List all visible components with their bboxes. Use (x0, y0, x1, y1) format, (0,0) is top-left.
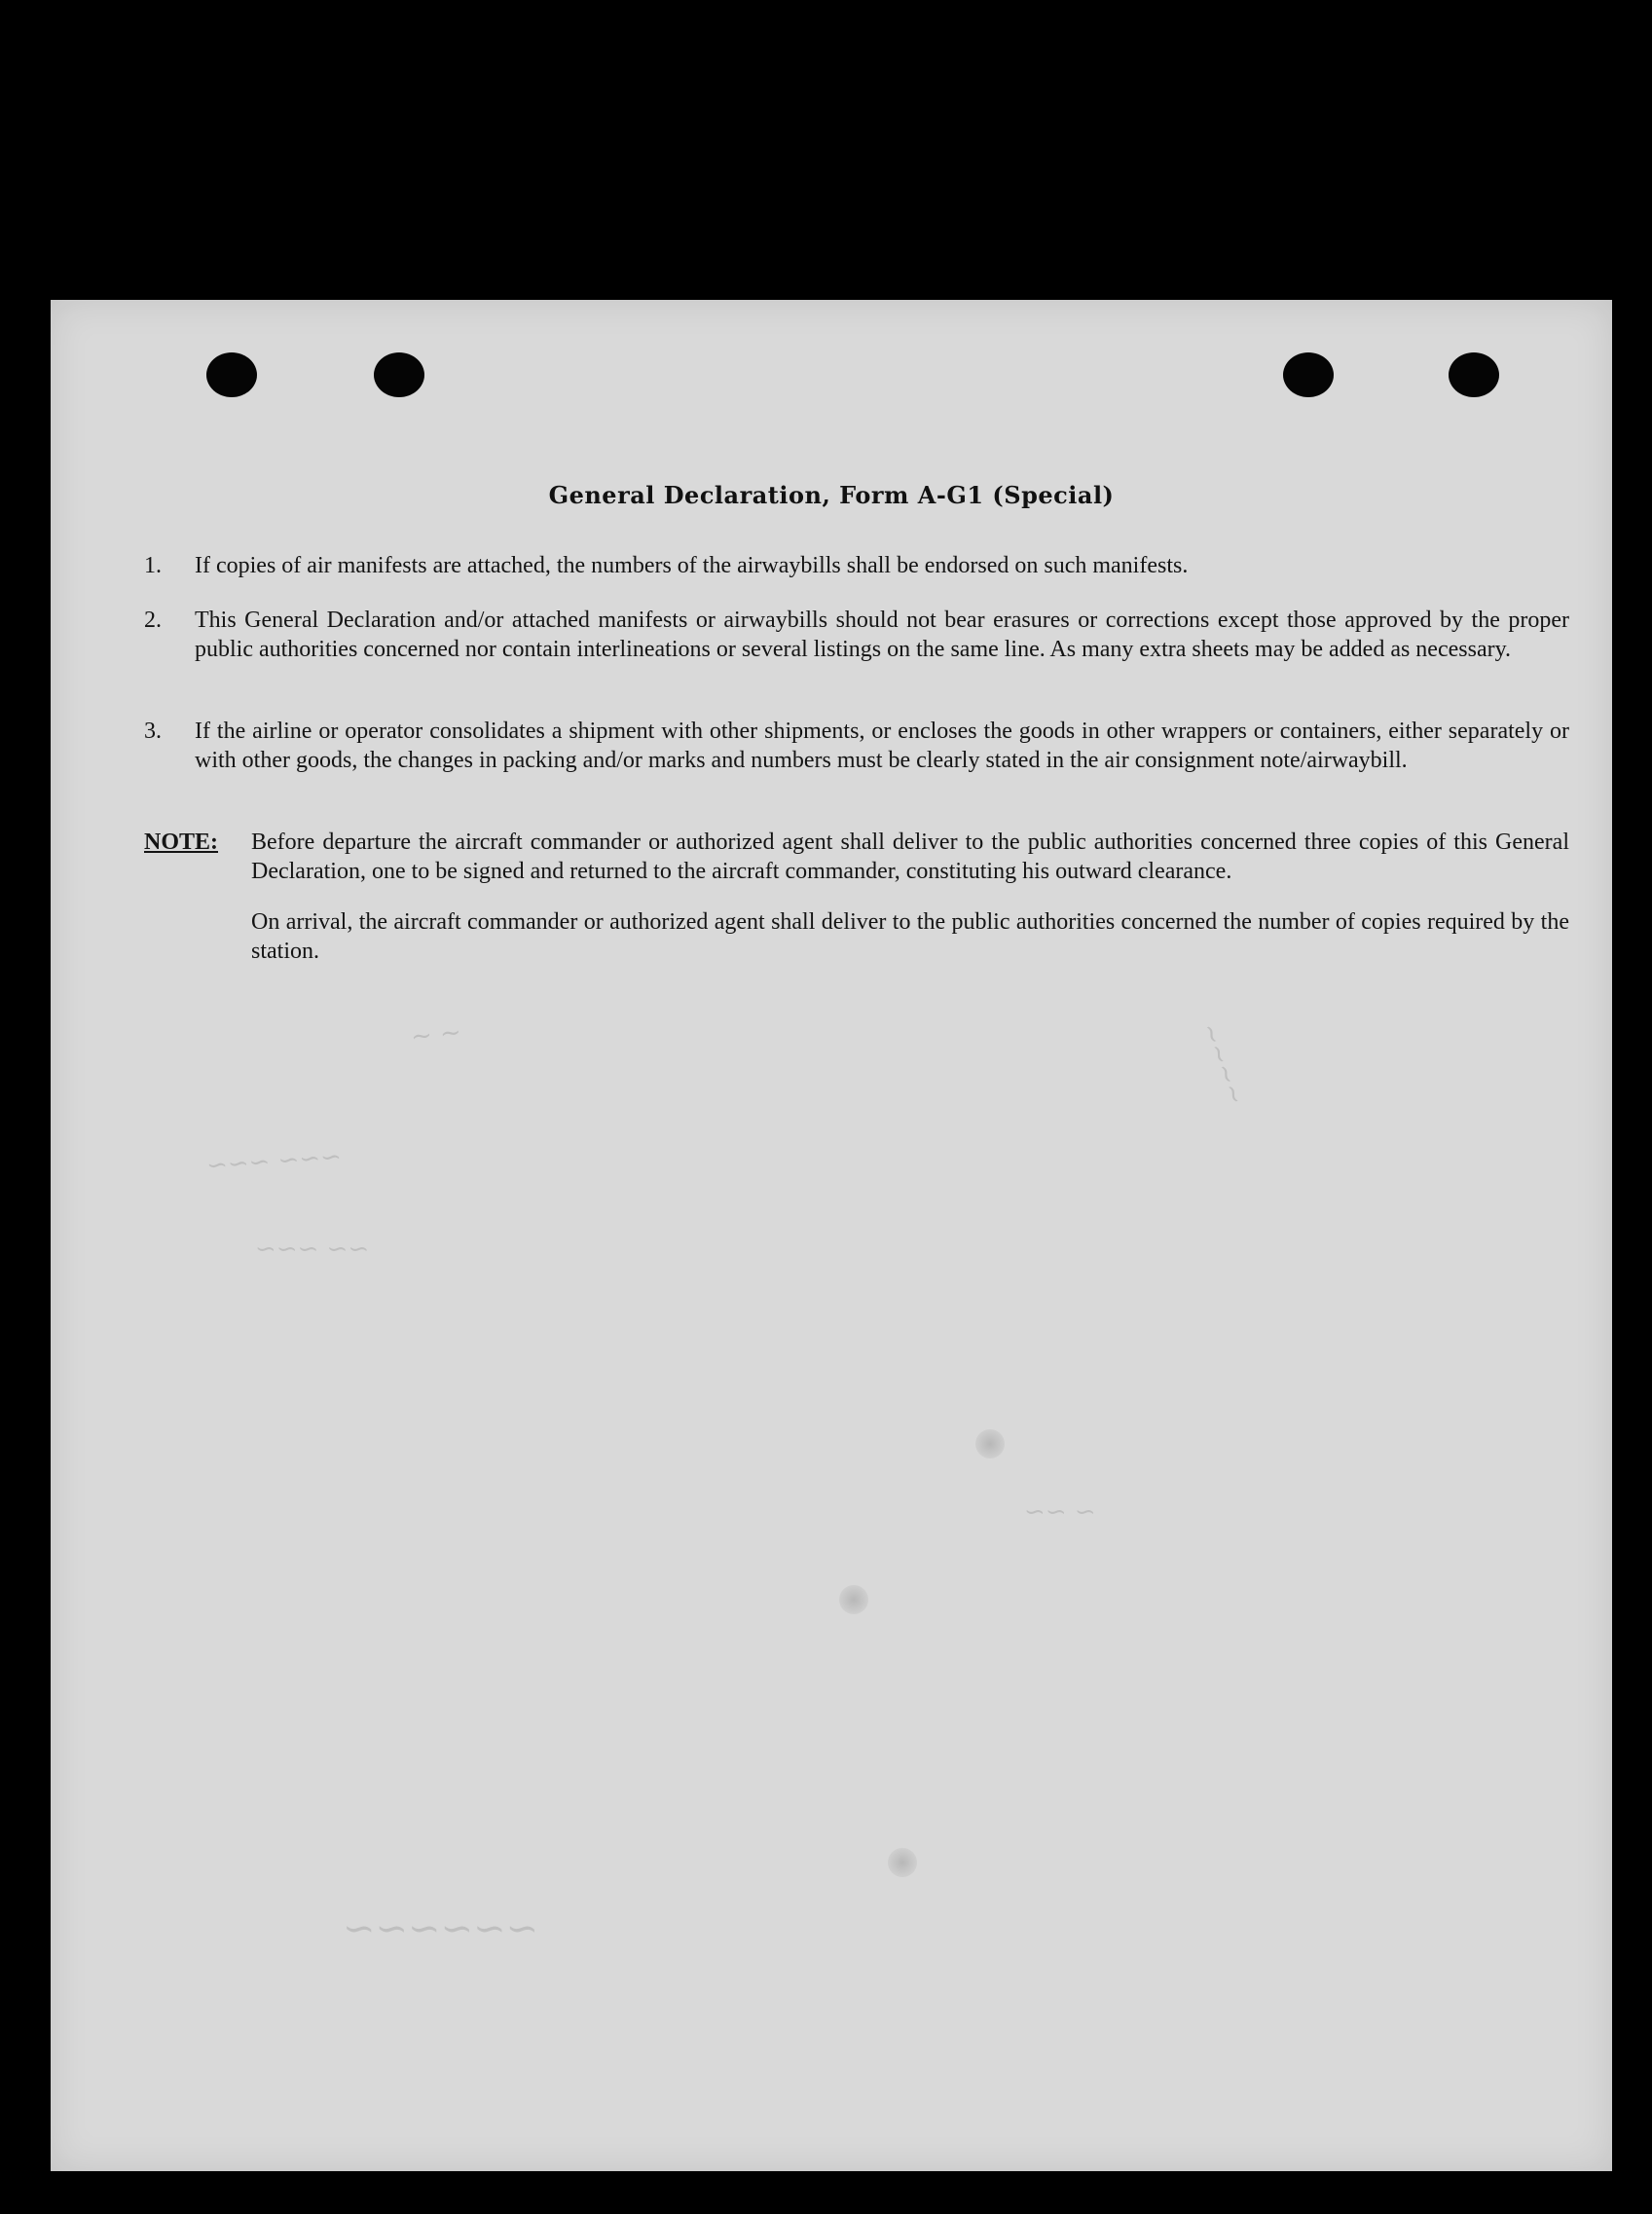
item-text: This General Declaration and/or attached manifests or airwaybills should not bear erasures or corrections except those approved by the proper public authorities concerned nor contain interlineations or several listings on the same line. As many extra sheets may be added as necessary. (195, 608, 1569, 662)
note-label: NOTE: (144, 830, 219, 855)
paper-stain (839, 1585, 868, 1614)
item-text: If copies of air manifests are attached, the numbers of the airwaybills shall be endorsed on such manifests. (195, 553, 1189, 578)
bleed-through-mark: ~ ~~ (1024, 1497, 1096, 1527)
punch-hole (1283, 352, 1334, 397)
bleed-through-signature: ~~~~~~ (343, 1906, 539, 1951)
form-title: General Declaration, Form A-G1 (Special) (548, 481, 1115, 509)
bleed-through-mark: ~~ ~~~ (255, 1235, 370, 1264)
note-paragraph-1: Before departure the aircraft commander or authorized agent shall deliver to the public authorities concerned three copies of this General Declaration, one to be signed and returned to the aircraft commander, constituting his outward clearance. (251, 830, 1569, 884)
instruction-item-2 (144, 606, 1569, 664)
instruction-item-1 (144, 551, 1569, 580)
instruction-item-3 (144, 717, 1569, 775)
punch-hole (374, 352, 424, 397)
punch-hole (1449, 352, 1499, 397)
bleed-through-mark: ~~~~ (1193, 1018, 1251, 1110)
document-page (51, 300, 1612, 2171)
item-number: 2. (144, 608, 162, 633)
note-section (144, 828, 1569, 966)
item-text: If the airline or operator consolidates a shipment with other shipments, or encloses the goods in other wrappers or containers, either separately or with other goods, the changes in packing and/or marks and numbers must be clearly stated in the air consignment note/airwaybill. (195, 719, 1569, 773)
item-number: 3. (144, 719, 162, 744)
bleed-through-mark: ~~~ ~~~ (205, 1142, 343, 1181)
bleed-through-mark: ~ ~ (409, 1017, 463, 1052)
punch-hole (206, 352, 257, 397)
paper-stain (888, 1848, 917, 1877)
item-number: 1. (144, 553, 162, 578)
note-paragraph-2: On arrival, the aircraft commander or authorized agent shall deliver to the public authorities concerned the number of copies required by the station. (251, 909, 1569, 964)
paper-stain (975, 1429, 1005, 1458)
